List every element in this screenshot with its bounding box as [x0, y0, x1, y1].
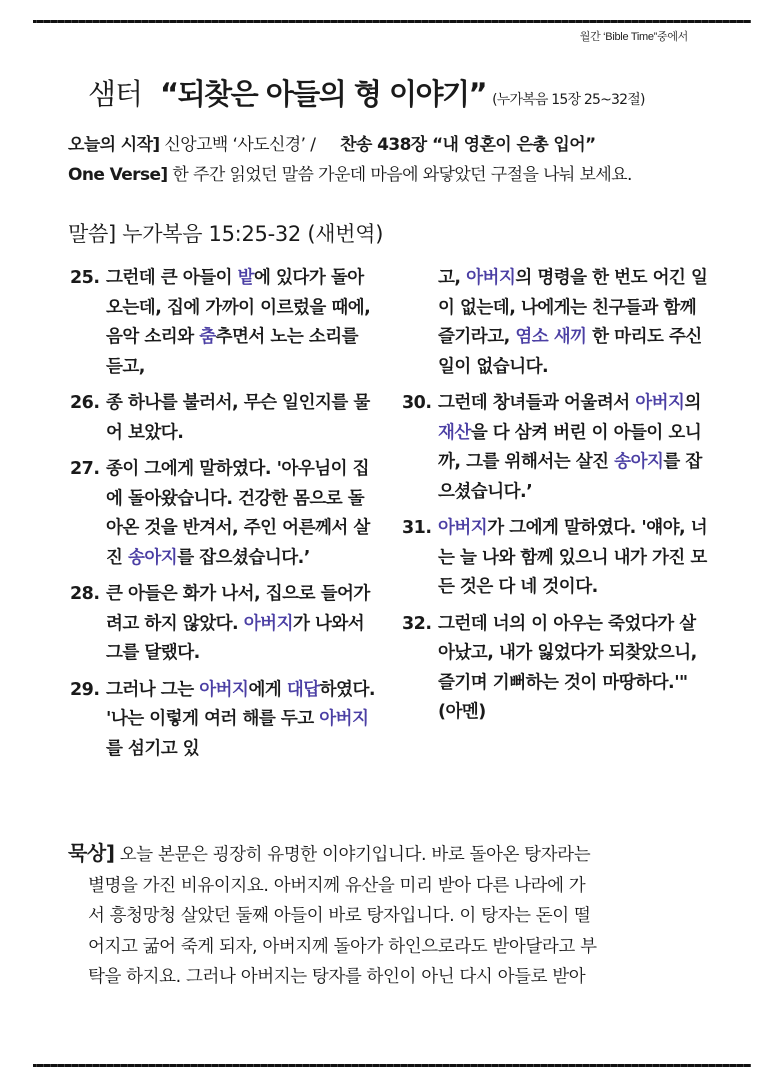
verse-text: 종 하나를 불러서, 무슨 일인지를 물어 보았다. — [106, 393, 370, 443]
meditation-line: 탁을 하지요. 그러나 아버지는 탕자를 하인이 아닌 다시 아들로 받아 — [88, 967, 586, 987]
top-divider — [33, 20, 751, 23]
verses-column-right — [402, 264, 712, 735]
verses-column-left — [70, 264, 380, 771]
highlight-word: 아버지 — [199, 679, 249, 700]
meditation-line: 서 흥청망청 살았던 둘째 아들이 바로 탕자입니다. 이 탕자는 돈이 떨 — [88, 906, 591, 926]
highlight-word: 대답 — [286, 679, 320, 700]
verse-number: 26. — [70, 393, 100, 413]
verse-number: 30. — [402, 393, 432, 413]
verse-number: 32. — [402, 613, 432, 634]
hymn-text: 찬송 438장 “내 영혼이 은총 입어” — [340, 135, 596, 155]
verse-text: 큰 아들은 화가 나서, 집으로 들어가려고 하지 않았다. 아버지가 나와서 그를 달랬다. — [106, 584, 370, 663]
highlight-word: 아버지 — [466, 268, 516, 288]
verse-text: 그런데 너의 이 아우는 죽었다가 살아났고, 내가 잃었다가 되찾았으니, 즐기며 기뻐하는 것이 마땅하다.'" (아멘) — [438, 613, 697, 722]
verse-29 — [70, 676, 380, 765]
one-verse-label: One Verse] — [68, 165, 168, 185]
verse-number: 28. — [70, 584, 100, 604]
verse-number: 31. — [402, 518, 432, 538]
meditation-line: 별명을 가진 비유이지요. 아버지께 유산을 미리 받아 다른 나라에 가 — [88, 875, 586, 896]
verse-26 — [70, 389, 380, 448]
highlight-word: 밭 — [237, 268, 255, 288]
title-main: “되찾은 아들의 형 이야기” — [160, 77, 487, 111]
verse-32 — [402, 610, 712, 728]
meditation-line: 묵상] 오늘 본문은 굉장히 유명한 이야기입니다. 바로 돌아온 탕자라는 — [68, 841, 591, 865]
verse-text: 고, 아버지의 명령을 한 번도 어긴 일이 없는데, 나에게는 친구들과 함께 즐기라고, 염소 새끼 한 마리도 주신 일이 없습니다. — [438, 268, 708, 377]
verse-text: 그러나 그는 아버지에게 대답하였다. '나는 이렇게 여러 해를 두고 아버지를 섬기고 있 — [106, 679, 376, 759]
highlight-word: 아버지 — [319, 709, 369, 729]
meditation-section — [68, 838, 708, 993]
verse-number: 29. — [70, 679, 100, 700]
verse-text: 그런데 창녀들과 어울려서 아버지의 재산을 다 삼켜 버린 이 아들이 오니까, 그를 위해서는 살진 송아지를 잡으셨습니다.’ — [438, 393, 702, 502]
intro-section — [68, 130, 632, 190]
meditation-line: 어지고 굶어 죽게 되자, 아버지께 돌아가 하인으로라도 받아달라고 부 — [88, 936, 597, 957]
highlight-word: 염소 새끼 — [515, 327, 587, 347]
page-title — [88, 72, 645, 113]
highlight-word: 춤 — [199, 327, 216, 347]
intro-line-verse — [68, 160, 632, 190]
verse-number: 25. — [70, 268, 100, 288]
highlight-word: 아버지 — [635, 393, 685, 413]
verse-31 — [402, 514, 712, 603]
highlight-word: 아버지 — [438, 518, 488, 538]
verse-25 — [70, 264, 380, 382]
verse-29-continued — [402, 264, 712, 382]
verse-text: 그런데 큰 아들이 밭에 있다가 돌아오는데, 집에 가까이 이르렀을 때에, 음악 소리와 춤추면서 노는 소리를 듣고, — [106, 268, 371, 377]
verse-number: 27. — [70, 459, 100, 479]
verse-27 — [70, 455, 380, 573]
creed-text: 신앙고백 ‘사도신경’ / — [164, 135, 316, 155]
verse-text: 아버지가 그에게 말하였다. '얘야, 너는 늘 나와 함께 있으니 내가 가진 모든 것은 다 네 것이다. — [438, 518, 708, 597]
highlight-word: 아버지 — [243, 613, 293, 634]
highlight-word: 송아지 — [614, 452, 664, 472]
highlight-word: 재산 — [438, 422, 471, 443]
start-label: 오늘의 시작] — [68, 135, 160, 155]
title-reference: (누가복음 15장 25~32절) — [492, 92, 645, 108]
scripture-heading: 말씀] 누가복음 15:25-32 (새번역) — [68, 222, 384, 246]
source-credit: 월간 ‘Bible Time”중에서 — [579, 31, 688, 43]
bottom-divider — [33, 1064, 751, 1067]
verse-text: 종이 그에게 말하였다. '아우님이 집에 돌아왔습니다. 건강한 몸으로 돌아온 것을 반겨서, 주인 어른께서 살진 송아지를 잡으셨습니다.’ — [106, 459, 370, 568]
intro-line-start — [68, 130, 632, 160]
verse-30 — [402, 389, 712, 507]
highlight-word: 송아지 — [128, 547, 178, 568]
meditation-label: 묵상] — [68, 841, 115, 865]
title-prefix: 샘터 — [88, 77, 143, 111]
verse-28 — [70, 580, 380, 669]
one-verse-text: 한 주간 읽었던 말씀 가운데 마음에 와닿았던 구절을 나눠 보세요. — [172, 165, 632, 185]
